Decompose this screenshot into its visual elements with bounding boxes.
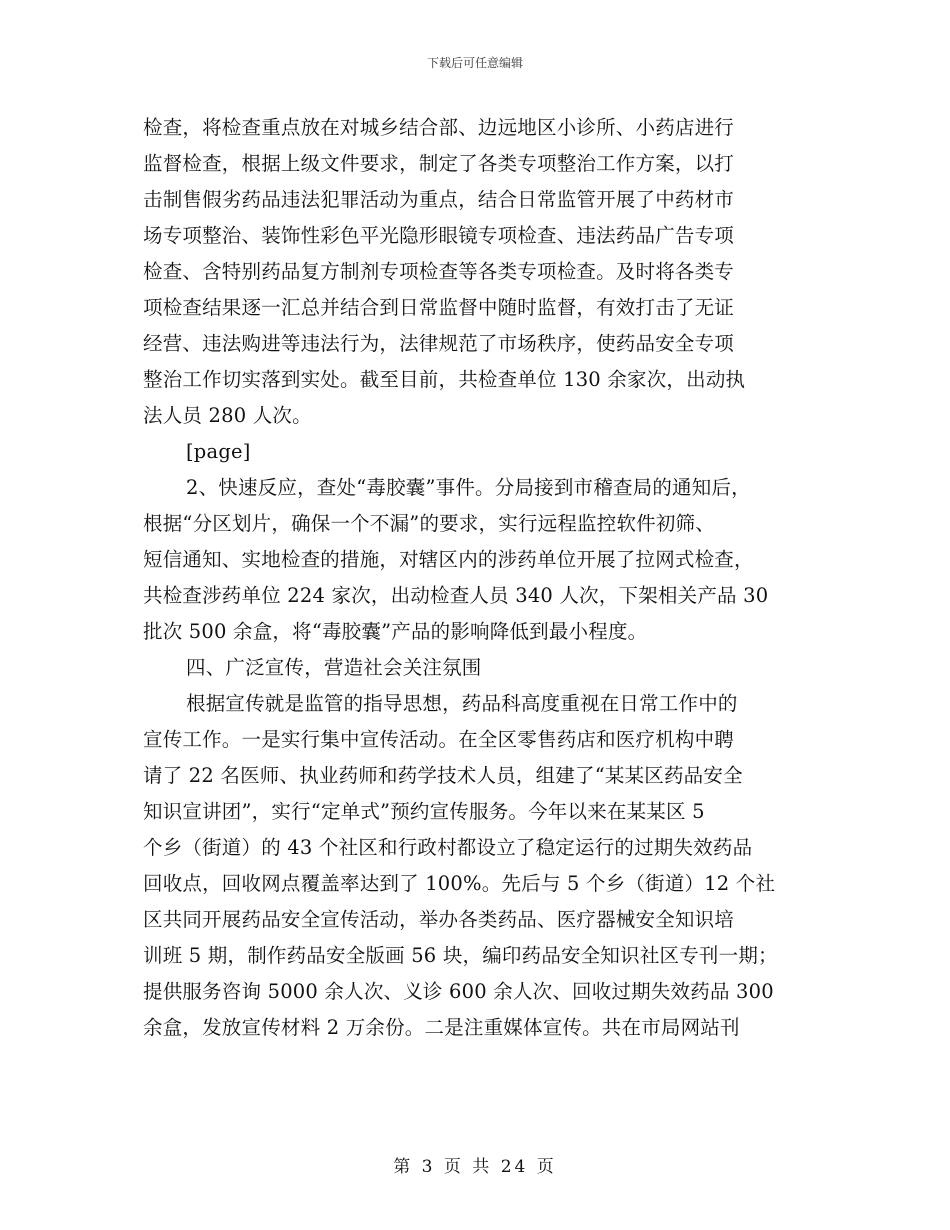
paragraph-line: 法人员 280 人次。 [143, 404, 312, 427]
paragraph-line: 共检查涉药单位 224 家次，出动检查人员 340 人次，下架相关产品 30 [143, 584, 769, 607]
paragraph-line: 请了 22 名医师、执业药师和药学技术人员，组建了“某某区药品安全 [143, 764, 743, 787]
paragraph-line: 检查、含特别药品复方制剂专项检查等各类专项检查。及时将各类专 [143, 260, 735, 283]
paragraph-line: 检查，将检查重点放在对城乡结合部、边远地区小诊所、小药店进行 [143, 116, 735, 139]
paragraph-line: 经营、违法购进等违法行为，法律规范了市场秩序，使药品安全专项 [143, 332, 735, 355]
paragraph-line: 整治工作切实落到实处。截至目前，共检查单位 130 余家次，出动执 [143, 368, 746, 391]
paragraph-line: 击制售假劣药品违法犯罪活动为重点，结合日常监管开展了中药材市 [143, 188, 735, 211]
page-header: 下载后可任意编辑 [426, 56, 523, 70]
paragraph-line: 回收点，回收网点覆盖率达到了 100%。先后与 5 个乡（街道）12 个社 [143, 872, 776, 895]
page-number-footer: 第 3 页 共 24 页 [393, 1157, 557, 1177]
page-marker: [page] [186, 440, 251, 463]
paragraph-line: 场专项整治、装饰性彩色平光隐形眼镜专项检查、违法药品广告专项 [143, 224, 735, 247]
paragraph-line: 宣传工作。一是实行集中宣传活动。在全区零售药店和医疗机构中聘 [143, 728, 735, 751]
paragraph-line: 短信通知、实地检查的措施，对辖区内的涉药单位开展了拉网式检查， [143, 548, 754, 571]
paragraph-line: 项检查结果逐一汇总并结合到日常监督中随时监督，有效打击了无证 [143, 296, 735, 319]
paragraph-line: 批次 500 余盒，将“毒胶囊”产品的影响降低到最小程度。 [143, 620, 648, 643]
paragraph-line: 个乡（街道）的 43 个社区和行政村都设立了稳定运行的过期失效药品 [143, 836, 753, 859]
paragraph-line: 根据宣传就是监管的指导思想，药品科高度重视在日常工作中的 [186, 692, 738, 715]
paragraph-line: 根据“分区划片，确保一个不漏”的要求，实行远程监控软件初筛、 [143, 512, 715, 535]
document-body [143, 110, 813, 1046]
paragraph-line: 区共同开展药品安全宣传活动，举办各类药品、医疗器械安全知识培 [143, 908, 735, 931]
section-heading: 四、广泛宣传，营造社会关注氛围 [186, 656, 482, 679]
paragraph-line: 提供服务咨询 5000 余人次、义诊 600 余人次、回收过期失效药品 300 [143, 980, 774, 1003]
paragraph-line: 训班 5 期，制作药品安全版画 56 块，编印药品安全知识社区专刊一期； [143, 944, 778, 967]
paragraph-line: 监督检查，根据上级文件要求，制定了各类专项整治工作方案，以打 [143, 152, 735, 175]
paragraph-line: 知识宣讲团”，实行“定单式”预约宣传服务。今年以来在某某区 5 [143, 800, 705, 823]
paragraph-line: 余盒，发放宣传材料 2 万余份。二是注重媒体宣传。共在市局网站刊 [143, 1016, 740, 1039]
paragraph-line: 2、快速反应，查处“毒胶囊”事件。分局接到市稽查局的通知后， [186, 476, 751, 499]
